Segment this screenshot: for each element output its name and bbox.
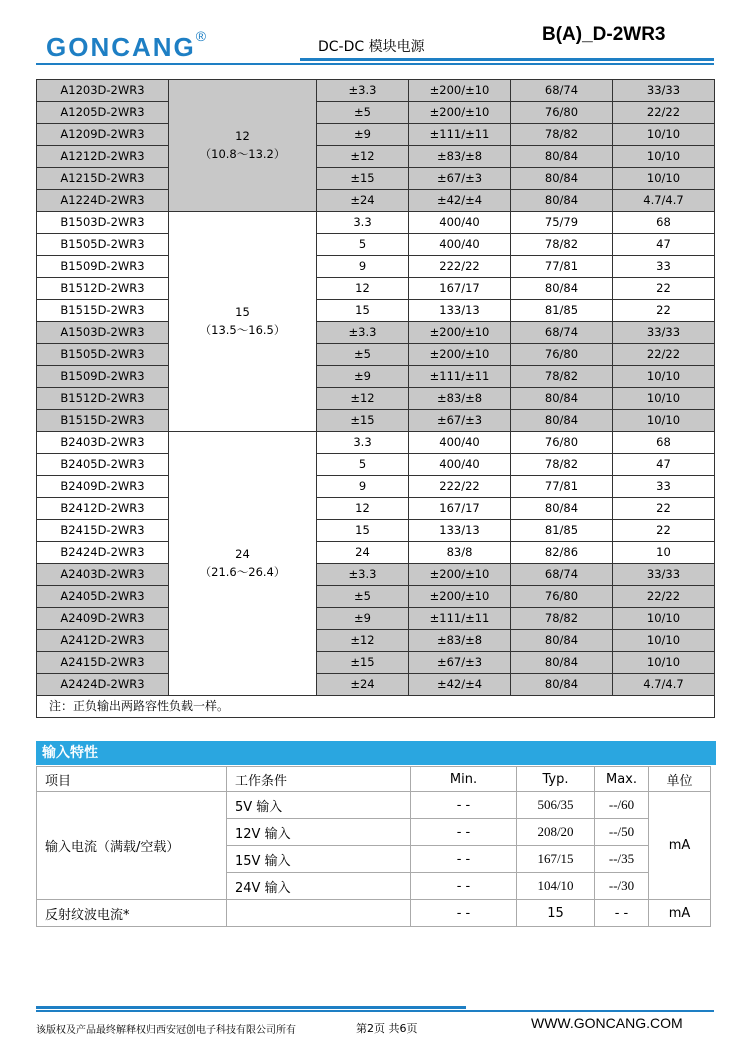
efficiency-cell: 78/82 (511, 124, 613, 146)
output-current-cell: 400/40 (409, 432, 511, 454)
capacitive-load-cell: 10/10 (613, 366, 715, 388)
output-voltage-cell: ±12 (317, 146, 409, 168)
capacitive-load-cell: 10/10 (613, 124, 715, 146)
table-row (37, 344, 715, 366)
input-voltage-range: （13.5～16.5） (199, 322, 286, 337)
efficiency-cell: 80/84 (511, 146, 613, 168)
capacitive-load-cell: 68 (613, 432, 715, 454)
efficiency-cell: 80/84 (511, 278, 613, 300)
efficiency-cell: 80/84 (511, 190, 613, 212)
efficiency-cell: 78/82 (511, 454, 613, 476)
model-cell: B1503D-2WR3 (37, 212, 169, 234)
efficiency-cell: 81/85 (511, 300, 613, 322)
capacitive-load-cell: 10/10 (613, 388, 715, 410)
output-voltage-cell: ±12 (317, 630, 409, 652)
table-row (37, 410, 715, 432)
output-voltage-cell: ±15 (317, 652, 409, 674)
header-unit: 单位 (649, 767, 711, 792)
model-cell: A1209D-2WR3 (37, 124, 169, 146)
output-current-cell: ±200/±10 (409, 80, 511, 102)
capacitive-load-cell: 10/10 (613, 168, 715, 190)
footer-divider (36, 1010, 714, 1012)
output-voltage-cell: 9 (317, 476, 409, 498)
max-cell: --/35 (595, 846, 649, 873)
product-spec-table (36, 79, 715, 718)
unit-cell: mA (649, 792, 711, 900)
efficiency-cell: 78/82 (511, 366, 613, 388)
capacitive-load-cell: 22/22 (613, 344, 715, 366)
table-row (37, 674, 715, 696)
document-type: DC-DC 模块电源 (318, 39, 425, 55)
capacitive-load-cell: 33 (613, 256, 715, 278)
efficiency-cell: 80/84 (511, 630, 613, 652)
output-voltage-cell: 5 (317, 234, 409, 256)
table-row (37, 520, 715, 542)
efficiency-cell: 82/86 (511, 542, 613, 564)
output-voltage-cell: 9 (317, 256, 409, 278)
input-voltage-cell (169, 432, 317, 696)
cond-cell (227, 900, 411, 927)
table-row (37, 366, 715, 388)
capacitive-load-cell: 33/33 (613, 80, 715, 102)
table-row (37, 608, 715, 630)
output-current-cell: ±200/±10 (409, 102, 511, 124)
footer-accent-line (36, 1006, 466, 1009)
min-cell: - - (411, 819, 517, 846)
model-cell: A2412D-2WR3 (37, 630, 169, 652)
capacitive-load-cell: 4.7/4.7 (613, 674, 715, 696)
output-current-cell: 400/40 (409, 212, 511, 234)
model-cell: A2409D-2WR3 (37, 608, 169, 630)
input-section-title: 输入特性 (36, 741, 716, 765)
output-voltage-cell: ±15 (317, 410, 409, 432)
table-row (37, 300, 715, 322)
output-current-cell: 167/17 (409, 498, 511, 520)
output-current-cell: 400/40 (409, 234, 511, 256)
output-voltage-cell: ±5 (317, 586, 409, 608)
output-voltage-cell: ±3.3 (317, 322, 409, 344)
output-current-cell: ±111/±11 (409, 366, 511, 388)
table-row (37, 102, 715, 124)
cond-cell: 24V 输入 (227, 873, 411, 900)
efficiency-cell: 68/74 (511, 322, 613, 344)
output-voltage-cell: ±5 (317, 344, 409, 366)
table-row (37, 630, 715, 652)
input-voltage-nominal: 24 (235, 547, 250, 562)
output-current-cell: ±200/±10 (409, 322, 511, 344)
output-current-cell: ±111/±11 (409, 124, 511, 146)
table-row (37, 256, 715, 278)
capacitive-load-cell: 22 (613, 498, 715, 520)
model-cell: A1224D-2WR3 (37, 190, 169, 212)
table-row (37, 542, 715, 564)
typ-cell: 104/10 (517, 873, 595, 900)
cond-cell: 12V 输入 (227, 819, 411, 846)
output-current-cell: ±67/±3 (409, 168, 511, 190)
efficiency-cell: 76/80 (511, 344, 613, 366)
table-row (37, 124, 715, 146)
typ-cell: 208/20 (517, 819, 595, 846)
note-row (37, 696, 715, 718)
capacitive-load-cell: 10/10 (613, 146, 715, 168)
capacitive-load-cell: 47 (613, 454, 715, 476)
output-voltage-cell: ±9 (317, 608, 409, 630)
table-note: 注：正负输出两路容性负载一样。 (37, 696, 715, 718)
output-voltage-cell: ±12 (317, 388, 409, 410)
table-row (37, 146, 715, 168)
capacitive-load-cell: 22 (613, 520, 715, 542)
input-voltage-nominal: 12 (235, 129, 250, 144)
header-item: 项目 (37, 767, 227, 792)
output-voltage-cell: ±9 (317, 124, 409, 146)
efficiency-cell: 78/82 (511, 608, 613, 630)
max-cell: --/60 (595, 792, 649, 819)
output-current-cell: ±83/±8 (409, 388, 511, 410)
input-voltage-range: （21.6～26.4） (199, 564, 286, 579)
min-cell: - - (411, 846, 517, 873)
page-header (0, 0, 750, 70)
output-current-cell: 222/22 (409, 256, 511, 278)
table-row (37, 454, 715, 476)
efficiency-cell: 77/81 (511, 256, 613, 278)
max-cell: --/50 (595, 819, 649, 846)
header-min: Min. (411, 767, 517, 792)
max-cell: - - (595, 900, 649, 927)
model-cell: B2424D-2WR3 (37, 542, 169, 564)
capacitive-load-cell: 22 (613, 278, 715, 300)
output-voltage-cell: ±24 (317, 674, 409, 696)
cond-cell: 5V 输入 (227, 792, 411, 819)
capacitive-load-cell: 10/10 (613, 608, 715, 630)
output-current-cell: 222/22 (409, 476, 511, 498)
table-row (37, 212, 715, 234)
capacitive-load-cell: 10 (613, 542, 715, 564)
model-cell: B1505D-2WR3 (37, 344, 169, 366)
capacitive-load-cell: 22/22 (613, 586, 715, 608)
min-cell: - - (411, 873, 517, 900)
capacitive-load-cell: 4.7/4.7 (613, 190, 715, 212)
table-row (37, 234, 715, 256)
efficiency-cell: 80/84 (511, 410, 613, 432)
max-cell: --/30 (595, 873, 649, 900)
output-voltage-cell: 3.3 (317, 432, 409, 454)
output-current-cell: 83/8 (409, 542, 511, 564)
output-current-cell: 133/13 (409, 520, 511, 542)
efficiency-cell: 81/85 (511, 520, 613, 542)
efficiency-cell: 80/84 (511, 168, 613, 190)
input-voltage-nominal: 15 (235, 305, 250, 320)
output-voltage-cell: ±24 (317, 190, 409, 212)
model-cell: B1515D-2WR3 (37, 410, 169, 432)
capacitive-load-cell: 10/10 (613, 630, 715, 652)
model-cell: B1505D-2WR3 (37, 234, 169, 256)
efficiency-cell: 78/82 (511, 234, 613, 256)
model-cell: A1212D-2WR3 (37, 146, 169, 168)
model-cell: A2405D-2WR3 (37, 586, 169, 608)
header-divider (36, 63, 714, 65)
output-voltage-cell: 24 (317, 542, 409, 564)
header-typ: Typ. (517, 767, 595, 792)
model-cell: B2403D-2WR3 (37, 432, 169, 454)
typ-cell: 506/35 (517, 792, 595, 819)
model-cell: B1509D-2WR3 (37, 256, 169, 278)
capacitive-load-cell: 33 (613, 476, 715, 498)
efficiency-cell: 68/74 (511, 564, 613, 586)
model-cell: A1503D-2WR3 (37, 322, 169, 344)
website-link[interactable]: WWW.GONCANG.COM (531, 1015, 683, 1031)
model-cell: B2409D-2WR3 (37, 476, 169, 498)
table-row (37, 586, 715, 608)
table-row (37, 388, 715, 410)
header-accent-line (300, 58, 714, 61)
unit-cell: mA (649, 900, 711, 927)
model-cell: A2403D-2WR3 (37, 564, 169, 586)
ripple-label: 反射纹波电流* (37, 900, 227, 927)
table-row (37, 278, 715, 300)
brand-logo: GONCANG® (46, 28, 209, 62)
model-cell: B1515D-2WR3 (37, 300, 169, 322)
efficiency-cell: 76/80 (511, 432, 613, 454)
efficiency-cell: 80/84 (511, 652, 613, 674)
table-row (37, 190, 715, 212)
model-cell: B1512D-2WR3 (37, 388, 169, 410)
output-current-cell: ±67/±3 (409, 652, 511, 674)
table-row (37, 432, 715, 454)
capacitive-load-cell: 10/10 (613, 652, 715, 674)
output-current-cell: 133/13 (409, 300, 511, 322)
output-voltage-cell: ±9 (317, 366, 409, 388)
output-voltage-cell: ±5 (317, 102, 409, 124)
output-voltage-cell: 15 (317, 300, 409, 322)
output-current-cell: 400/40 (409, 454, 511, 476)
output-current-cell: ±83/±8 (409, 146, 511, 168)
model-title: B(A)_D-2WR3 (542, 24, 666, 45)
model-cell: A1215D-2WR3 (37, 168, 169, 190)
output-voltage-cell: 12 (317, 278, 409, 300)
output-current-cell: ±42/±4 (409, 190, 511, 212)
model-cell: B1509D-2WR3 (37, 366, 169, 388)
output-voltage-cell: 3.3 (317, 212, 409, 234)
header-condition: 工作条件 (227, 767, 411, 792)
model-cell: A1205D-2WR3 (37, 102, 169, 124)
typ-cell: 15 (517, 900, 595, 927)
model-cell: A1203D-2WR3 (37, 80, 169, 102)
table-header-row (37, 767, 711, 792)
table-row (37, 900, 711, 927)
efficiency-cell: 80/84 (511, 674, 613, 696)
table-row (37, 498, 715, 520)
efficiency-cell: 80/84 (511, 498, 613, 520)
table-row (37, 652, 715, 674)
model-cell: B1512D-2WR3 (37, 278, 169, 300)
capacitive-load-cell: 22 (613, 300, 715, 322)
efficiency-cell: 77/81 (511, 476, 613, 498)
table-row (37, 476, 715, 498)
table-row (37, 168, 715, 190)
cond-cell: 15V 输入 (227, 846, 411, 873)
output-current-cell: ±200/±10 (409, 564, 511, 586)
output-voltage-cell: 12 (317, 498, 409, 520)
input-voltage-cell (169, 80, 317, 212)
typ-cell: 167/15 (517, 846, 595, 873)
table-row (37, 564, 715, 586)
output-current-cell: 167/17 (409, 278, 511, 300)
min-cell: - - (411, 792, 517, 819)
efficiency-cell: 75/79 (511, 212, 613, 234)
output-current-cell: ±67/±3 (409, 410, 511, 432)
output-voltage-cell: ±3.3 (317, 564, 409, 586)
model-cell: A2415D-2WR3 (37, 652, 169, 674)
capacitive-load-cell: 47 (613, 234, 715, 256)
table-row (37, 792, 711, 819)
header-max: Max. (595, 767, 649, 792)
capacitive-load-cell: 10/10 (613, 410, 715, 432)
efficiency-cell: 68/74 (511, 80, 613, 102)
input-voltage-range: （10.8～13.2） (199, 146, 286, 161)
capacitive-load-cell: 68 (613, 212, 715, 234)
output-voltage-cell: ±15 (317, 168, 409, 190)
input-characteristics-table (36, 766, 711, 927)
output-voltage-cell: ±3.3 (317, 80, 409, 102)
output-voltage-cell: 5 (317, 454, 409, 476)
page-number: 第2页 共6页 (356, 1022, 418, 1035)
capacitive-load-cell: 33/33 (613, 564, 715, 586)
capacitive-load-cell: 33/33 (613, 322, 715, 344)
output-current-cell: ±200/±10 (409, 586, 511, 608)
model-cell: B2415D-2WR3 (37, 520, 169, 542)
capacitive-load-cell: 22/22 (613, 102, 715, 124)
output-current-cell: ±83/±8 (409, 630, 511, 652)
efficiency-cell: 76/80 (511, 586, 613, 608)
efficiency-cell: 80/84 (511, 388, 613, 410)
input-current-label: 输入电流（满载/空载） (37, 792, 227, 900)
min-cell: - - (411, 900, 517, 927)
model-cell: B2405D-2WR3 (37, 454, 169, 476)
model-cell: B2412D-2WR3 (37, 498, 169, 520)
copyright-text: 该版权及产品最终解释权归西安冠创电子科技有限公司所有 (36, 1025, 296, 1036)
output-current-cell: ±42/±4 (409, 674, 511, 696)
table-row (37, 322, 715, 344)
table-row (37, 80, 715, 102)
output-current-cell: ±200/±10 (409, 344, 511, 366)
output-voltage-cell: 15 (317, 520, 409, 542)
input-voltage-cell (169, 212, 317, 432)
efficiency-cell: 76/80 (511, 102, 613, 124)
model-cell: A2424D-2WR3 (37, 674, 169, 696)
output-current-cell: ±111/±11 (409, 608, 511, 630)
